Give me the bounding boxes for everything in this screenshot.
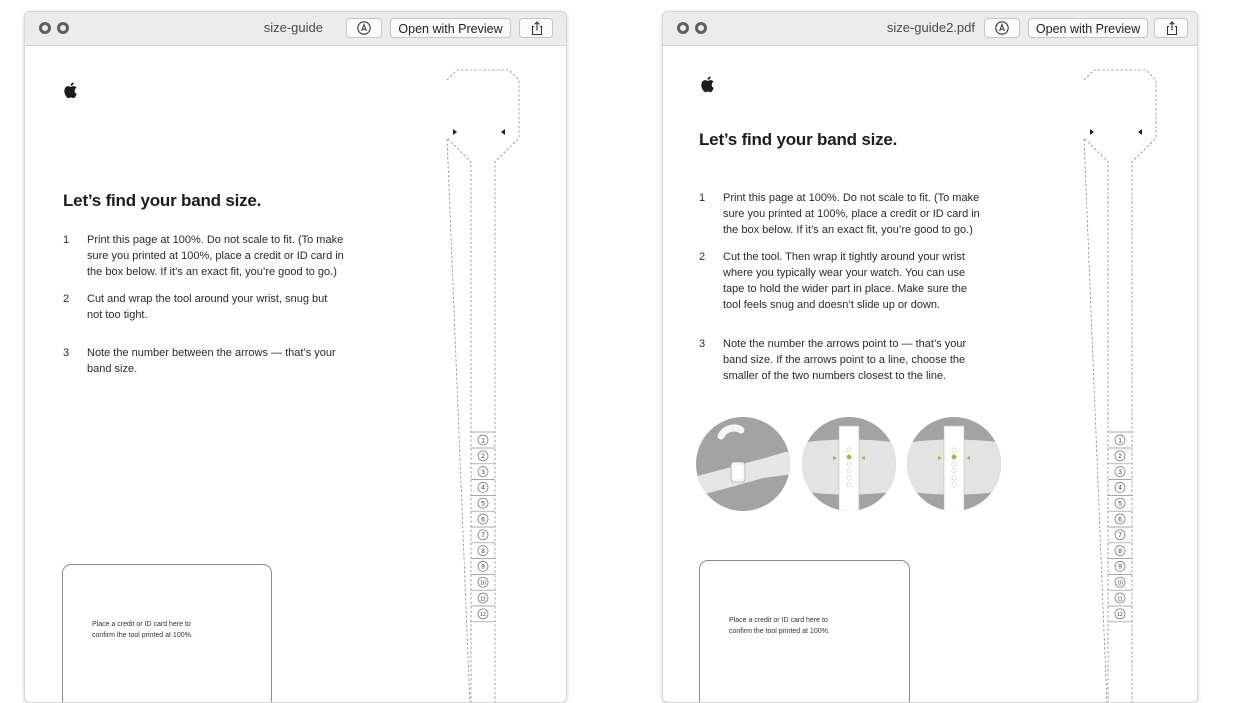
markup-button[interactable] bbox=[984, 18, 1020, 38]
title-bar bbox=[25, 12, 566, 46]
step-text bbox=[723, 249, 967, 313]
scale-number: 11 bbox=[480, 596, 486, 603]
card-box-line-1: Place a credit or ID card here to bbox=[729, 617, 828, 624]
step-text-line: sure you printed at 100%, place a credit or ID card in bbox=[87, 250, 344, 262]
step-text-line: smaller of the two numbers closest to the line. bbox=[723, 370, 947, 382]
step-text-line: tool feels snug and doesn’t slide up or down. bbox=[723, 299, 941, 311]
step-text-line: Note the number between the arrows — that’s your bbox=[87, 347, 336, 359]
open-with-preview-button[interactable]: Open with Preview bbox=[390, 18, 511, 38]
close-button[interactable] bbox=[39, 22, 51, 34]
cut-line bbox=[447, 70, 519, 703]
step-number: 2 bbox=[699, 251, 706, 263]
apple-logo bbox=[701, 76, 714, 92]
card-box-line-2: confirm the tool printed at 100%. bbox=[92, 632, 193, 639]
scale-number: 9 bbox=[1118, 563, 1122, 571]
step-text-line: Cut the tool. Then wrap it tightly around your wrist bbox=[723, 251, 965, 263]
scale-number: 2 bbox=[1118, 453, 1122, 461]
step-text bbox=[87, 291, 327, 323]
scale-number: 3 bbox=[1118, 468, 1122, 476]
scale-number: 9 bbox=[481, 563, 485, 571]
tool-on-wrist-illustration-a bbox=[801, 416, 897, 512]
scale-number: 12 bbox=[480, 612, 486, 619]
share-button[interactable] bbox=[519, 18, 553, 38]
close-button[interactable] bbox=[677, 22, 689, 34]
share-icon bbox=[530, 21, 544, 36]
minimize-button[interactable] bbox=[695, 22, 707, 34]
credit-card-box bbox=[699, 560, 910, 703]
scale-number: 4 bbox=[1118, 484, 1122, 492]
share-icon bbox=[1165, 21, 1179, 36]
card-box-text bbox=[92, 619, 193, 641]
step-text-line: the box below. If it’s an exact fit, you’re good to go.) bbox=[723, 224, 973, 236]
step-text-line: Print this page at 100%. Do not scale to fit. (To make bbox=[723, 192, 980, 204]
step-text-line: tape to hold the wider part in place. Make sure the bbox=[723, 283, 967, 295]
arrow-left-marker bbox=[1138, 129, 1142, 135]
minimize-button[interactable] bbox=[57, 22, 69, 34]
scale-number: 1 bbox=[481, 437, 485, 445]
scale-number: 7 bbox=[481, 532, 485, 540]
scale-number: 4 bbox=[481, 484, 485, 492]
step-number: 2 bbox=[63, 293, 70, 305]
step-text-line: the box below. If it’s an exact fit, you’re good to go.) bbox=[87, 266, 337, 278]
step-text-line: sure you printed at 100%, place a credit or ID card in bbox=[723, 208, 980, 220]
step-text bbox=[723, 336, 966, 384]
scale-number: 2 bbox=[481, 453, 485, 461]
step-text-line: where you typically wear your watch. You can use bbox=[723, 267, 966, 279]
scale-number: 5 bbox=[481, 500, 485, 508]
scale-number: 3 bbox=[481, 468, 485, 476]
scale-number: 7 bbox=[1118, 532, 1122, 540]
page-heading: Let’s find your band size. bbox=[63, 191, 262, 210]
wrap-wrist-illustration bbox=[695, 416, 791, 512]
cut-line bbox=[1084, 70, 1156, 703]
step-number: 1 bbox=[63, 234, 70, 246]
step-text-line: band size. If the arrows point to a line, choose the bbox=[723, 354, 966, 366]
scale-number: 11 bbox=[1117, 596, 1123, 603]
step-text bbox=[723, 190, 980, 238]
title-bar bbox=[663, 12, 1197, 46]
step-number: 1 bbox=[699, 192, 706, 204]
scale-number: 8 bbox=[481, 547, 485, 555]
document-page bbox=[25, 46, 566, 702]
sizing-tool bbox=[433, 70, 533, 703]
step-text bbox=[87, 232, 344, 280]
step-text-line: band size. bbox=[87, 363, 138, 375]
markup-pen-icon bbox=[357, 21, 371, 35]
step-number: 3 bbox=[63, 347, 70, 359]
step-text-line: Cut and wrap the tool around your wrist, snug but bbox=[87, 293, 328, 305]
open-with-preview-button[interactable]: Open with Preview bbox=[1028, 18, 1148, 38]
scale-number: 6 bbox=[481, 516, 485, 524]
step-text-line: Print this page at 100%. Do not scale to fit. (To make bbox=[87, 234, 344, 246]
share-button[interactable] bbox=[1154, 18, 1188, 38]
step-number: 3 bbox=[699, 338, 706, 350]
markup-button[interactable] bbox=[346, 18, 382, 38]
arrow-left-marker bbox=[501, 129, 505, 135]
tool-on-wrist-illustration-b bbox=[906, 416, 1002, 512]
step-text bbox=[87, 345, 336, 377]
scale-number: 8 bbox=[1118, 547, 1122, 555]
scale-number: 6 bbox=[1118, 516, 1122, 524]
scale-number: 12 bbox=[1117, 612, 1123, 619]
step-text-line: not too tight. bbox=[87, 309, 148, 321]
apple-logo bbox=[64, 82, 77, 98]
arrow-right-marker bbox=[1090, 129, 1094, 135]
scale-number: 10 bbox=[1117, 580, 1123, 587]
scale-number: 1 bbox=[1118, 437, 1122, 445]
markup-pen-icon bbox=[995, 21, 1009, 35]
preview-window-left bbox=[24, 11, 567, 703]
sizing-tool bbox=[1070, 70, 1170, 703]
card-box-line-2: confirm the tool printed at 100%. bbox=[729, 628, 830, 635]
arrow-right-marker bbox=[453, 129, 457, 135]
scale-number: 5 bbox=[1118, 500, 1122, 508]
window-title: size-guide bbox=[263, 20, 323, 35]
window-title: size-guide2.pdf bbox=[886, 20, 975, 35]
preview-window-right bbox=[662, 11, 1198, 703]
card-box-line-1: Place a credit or ID card here to bbox=[92, 621, 191, 628]
document-page bbox=[663, 46, 1197, 702]
card-box-text bbox=[729, 615, 830, 637]
page-heading: Let’s find your band size. bbox=[699, 130, 898, 149]
scale-number: 10 bbox=[480, 580, 486, 587]
step-text-line: Note the number the arrows point to — that’s your bbox=[723, 338, 967, 350]
credit-card-box bbox=[62, 564, 272, 703]
